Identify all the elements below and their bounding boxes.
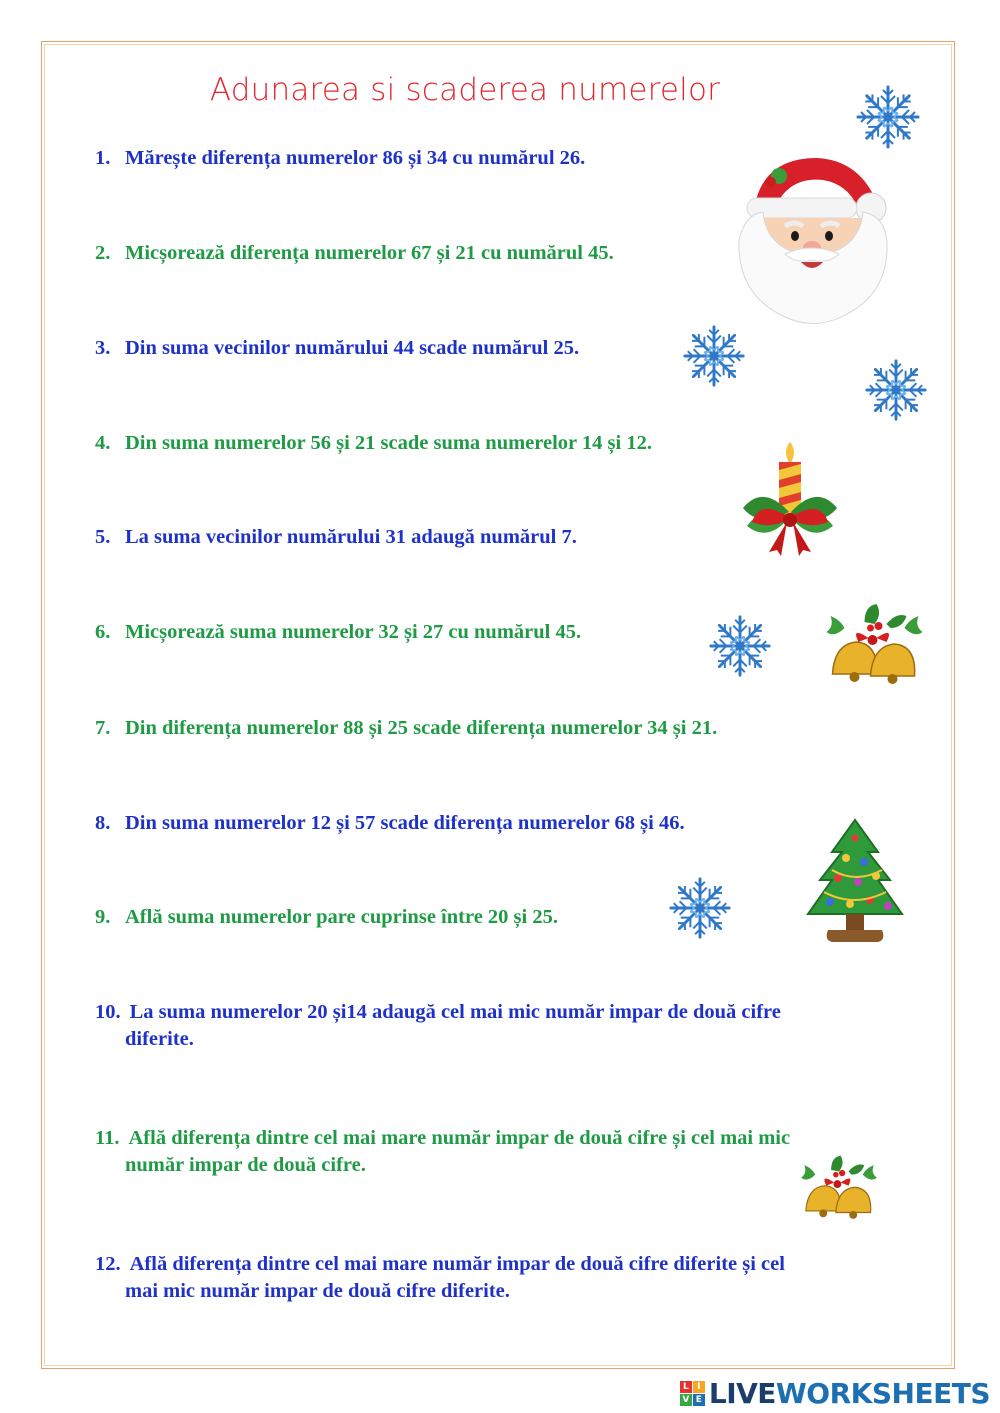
candle-icon bbox=[735, 438, 845, 556]
logo-letter: E bbox=[693, 1394, 705, 1406]
question-number: 4. bbox=[95, 432, 111, 454]
question-text: Micșorează suma numerelor 32 și 27 cu numărul 45. bbox=[125, 621, 582, 643]
question-text: Află diferența dintre cel mai mare număr impar de două cifre și cel mai mic bbox=[128, 1127, 791, 1149]
question-text: Mărește diferența numerelor 86 și 34 cu numărul 26. bbox=[125, 147, 586, 169]
brand-suffix: WORKSHEETS bbox=[775, 1376, 990, 1410]
question-text: La suma vecinilor numărului 31 adaugă numărul 7. bbox=[125, 526, 577, 548]
question-text-continuation: mai mic număr impar de două cifre diferite. bbox=[125, 1280, 510, 1302]
liveworksheets-logo bbox=[680, 1378, 990, 1408]
question-text: Micșorează diferența numerelor 67 și 21 cu numărul 45. bbox=[125, 242, 614, 264]
worksheet-title: Adunarea si scaderea numerelor bbox=[209, 72, 721, 108]
question-number: 10. bbox=[95, 1001, 121, 1023]
bells-icon bbox=[817, 604, 932, 696]
question-number: 7. bbox=[95, 717, 111, 739]
question-10 bbox=[95, 999, 925, 1053]
question-text: Din suma vecinilor numărului 44 scade numărul 25. bbox=[125, 337, 580, 359]
logo-letter: L bbox=[680, 1381, 692, 1393]
question-text-continuation: număr impar de două cifre. bbox=[125, 1154, 366, 1176]
snowflake-icon bbox=[706, 611, 774, 681]
brand-name bbox=[709, 1377, 990, 1410]
question-number: 2. bbox=[95, 242, 111, 264]
snowflake-icon bbox=[862, 356, 930, 424]
question-7 bbox=[95, 715, 925, 742]
snowflake-icon bbox=[666, 873, 734, 943]
question-number: 11. bbox=[95, 1127, 120, 1149]
question-number: 5. bbox=[95, 526, 111, 548]
question-8 bbox=[95, 810, 925, 837]
christmas-tree-icon bbox=[802, 818, 908, 948]
question-number: 8. bbox=[95, 812, 111, 834]
logo-letter: I bbox=[693, 1381, 705, 1393]
question-text: Din diferența numerelor 88 și 25 scade diferența numerelor 34 și 21. bbox=[125, 717, 718, 739]
question-text: Din suma numerelor 12 și 57 scade diferența numerelor 68 și 46. bbox=[125, 812, 685, 834]
question-text: Din suma numerelor 56 și 21 scade suma numerelor 14 și 12. bbox=[125, 432, 652, 454]
question-9 bbox=[95, 904, 925, 931]
question-3 bbox=[95, 335, 925, 362]
question-text: Află suma numerelor pare cuprinse între 20 și 25. bbox=[125, 906, 558, 928]
question-text-continuation: diferite. bbox=[125, 1028, 194, 1050]
question-number: 12. bbox=[95, 1253, 121, 1275]
bells-icon bbox=[794, 1155, 884, 1229]
logo-mark-icon bbox=[680, 1381, 705, 1406]
question-number: 3. bbox=[95, 337, 111, 359]
logo-letter: V bbox=[680, 1394, 692, 1406]
question-12 bbox=[95, 1251, 925, 1305]
snowflake-icon bbox=[853, 82, 923, 152]
question-text: La suma numerelor 20 și14 adaugă cel mai mic număr impar de două cifre bbox=[129, 1001, 781, 1023]
question-text: Află diferența dintre cel mai mare număr impar de două cifre diferite și cel bbox=[129, 1253, 785, 1275]
santa-icon bbox=[733, 150, 893, 330]
question-number: 1. bbox=[95, 147, 111, 169]
snowflake-icon bbox=[680, 322, 748, 390]
brand-prefix: LIVE bbox=[708, 1376, 776, 1410]
question-number: 6. bbox=[95, 621, 111, 643]
question-number: 9. bbox=[95, 906, 111, 928]
question-6 bbox=[95, 619, 925, 646]
